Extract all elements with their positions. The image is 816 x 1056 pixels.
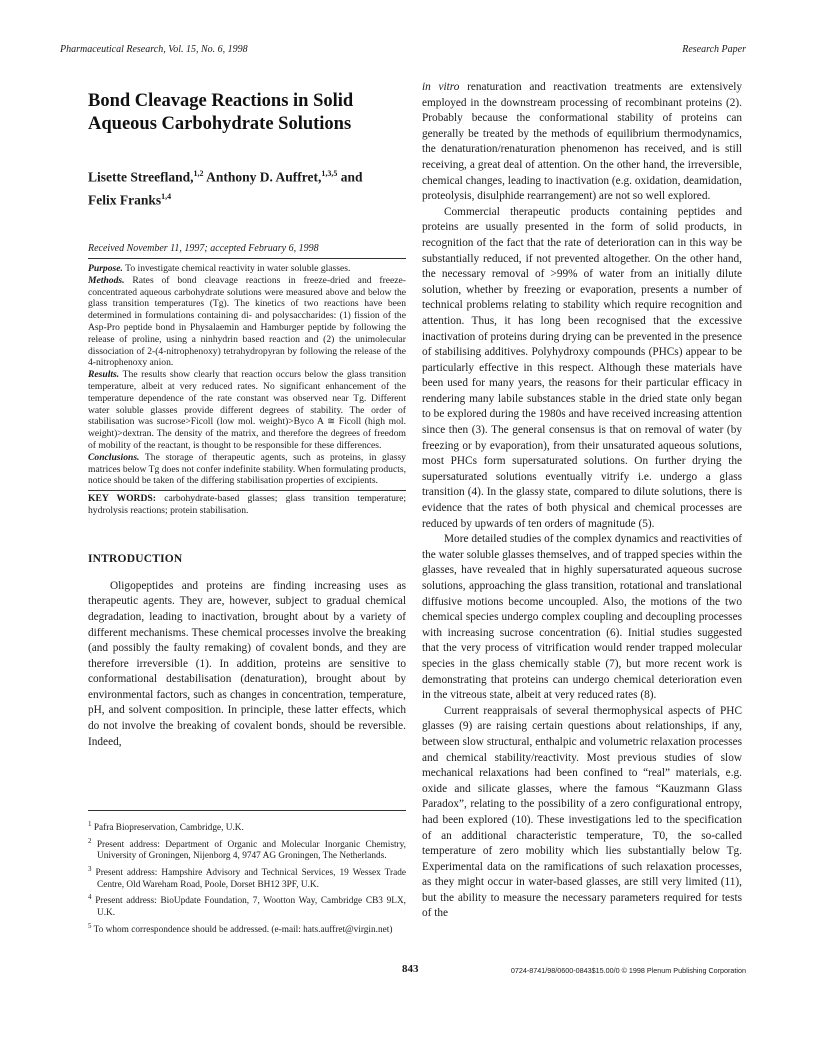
abstract-purpose — [88, 263, 406, 275]
footnote-marker: 3 — [88, 864, 92, 873]
keywords — [88, 493, 406, 517]
affiliation-marker: 1,3,5 — [321, 169, 338, 178]
abstract-methods — [88, 275, 406, 369]
author-name: Lisette Streefland, — [88, 169, 194, 185]
abstract-text: To investigate chemical reactivity in water soluble glasses. — [125, 263, 351, 274]
body-paragraph: More detailed studies of the complex dynamics and reactivities of the water soluble glasses themselves, and of trapped species within the glasses, have revealed that in highly supersaturated aqueous sucrose solutions, approaching the glass transition, rotational and translational diffusive motions become uncoupled. Also, the motions of the two chemical species undergo complex coupling and decoupling processes with increasing sucrose concentration (6). Initial studies suggested that the very process of vitrification would render trapped molecular species in the glass chemically stable (7), but more recent work is demonstrating that proteins can undergo chemical deterioration even in the vitreous state, albeit at very reduced rates (8). — [422, 533, 742, 702]
abstract-text: Rates of bond cleavage reactions in freeze-dried and freeze-concentrated aqueous carbohydrate solutions were measured above and below the glass transition temperatures (Tg). The kinetics of two reactions have been determined in formulations containing di- and polysaccharides: (1) fission of the Asp-Pro peptide bond in Physalaemin and Hamburger peptide by following the release of proline, using a ninhydrin based reaction and (2) the unimolecular dissociation of 2-(4-nitrophenoxy) tetrahydropyran by following the release of the 4-nitrophenoxy anion. — [88, 274, 406, 369]
affiliation-marker: 1,2 — [193, 169, 204, 178]
body-paragraph — [422, 80, 742, 205]
author-list — [88, 164, 406, 209]
footnote-marker: 5 — [88, 921, 92, 930]
footnote-text: Present address: BioUpdate Foundation, 7, Wootton Way, Cambridge CB3 9LX, U.K. — [95, 896, 406, 918]
keywords-label: KEY WORDS: — [88, 493, 156, 505]
footnote-text: Present address: Department of Organic and Molecular Inorganic Chemistry, University of Groningen, Nijenborg 4, 9747 AG Groningen, The Netherlands. — [96, 839, 406, 862]
copyright-line: 0724-8741/98/0600-0843$15.00/0 © 1998 Plenum Publishing Corporation — [510, 966, 746, 975]
author-conjunction: and — [340, 169, 363, 185]
right-column — [422, 80, 742, 922]
abstract-label: Results. — [88, 369, 120, 381]
left-column — [88, 90, 406, 750]
footnote — [88, 819, 406, 835]
paragraph-text: renaturation and reactivation treatments are extensively employed in the downstream processing of recombinant proteins (2). Probably because the conformational stability of proteins can generally be treated by the methods of equilibrium thermodynamics, the denaturation/renaturation phenomenon has received, and is still receiving, a great deal of attention. On the other hand, the irreversible, chemical changes, leading to inactivation (e.g. oxidation, deamidation, proteolysis, disulphide rearrangement) are not so well explored. — [422, 81, 742, 203]
abstract-conclusions — [88, 452, 406, 487]
abstract-label: Conclusions. — [88, 451, 140, 463]
page-number: 843 — [402, 963, 419, 975]
affiliation-marker: 1,4 — [161, 191, 172, 201]
footnote-text: Present address: Hampshire Advisory and Technical Services, 19 Wessex Trade Centre, Old Wareham Road, Poole, Dorset BH12 3PF, U.K. — [95, 868, 407, 890]
footnote — [88, 864, 406, 891]
body-paragraph: Oligopeptides and proteins are finding increasing uses as therapeutic agents. They are, however, subject to gradual chemical degradation, leading to inactivation, brought about by a variety of different mechanisms. These chemical processes involve the breaking (and possibly the faulty remaking) of covalent bonds, and they are therefore irreversible (1). In addition, proteins are sensitive to conformational destabilisation (denaturation), brought about by environmental factors, such as changes in concentration, temperature, pH, and solvent composition. In principle, these latter effects, which do not involve the breaking of covalent bonds, should be reversible. Indeed, — [88, 579, 406, 748]
abstract — [88, 263, 406, 491]
received-dates: Received November 11, 1997; accepted February 6, 1998 — [88, 243, 406, 259]
footnote-marker: 2 — [88, 836, 92, 845]
italic-term: in vitro — [422, 81, 460, 93]
author-name: Felix Franks — [88, 192, 162, 207]
footnote-marker: 1 — [88, 820, 92, 828]
running-header-journal: Pharmaceutical Research, Vol. 15, No. 6, 1998 — [60, 44, 248, 55]
footnote-marker: 4 — [88, 893, 92, 902]
footnote — [88, 921, 406, 937]
body-paragraph: Current reappraisals of several thermophysical aspects of PHC glasses (9) are raising certain questions about relationships, if any, between slow structural, enthalpic and volumetric relaxation processes and chemical stability/reactivity. Most previous studies of slow mechanical relaxations had been confined to “real” materials, e.g. oxide and silicate glasses, where the famous “Kauzmann Glass Paradox”, relating to the possibility of a zero configurational entropy, had been explored (10). These investigations led to the specification of an additional characteristic temperature, T0, the so-called temperature of zero mobility which lies substantially below Tg. Experimental data on the ramifications of such relaxation processes, as they might occur in water-based glasses, are still very limited (11), but the ability to measure the necessary parameters required for tests of the — [422, 704, 742, 920]
keywords-text: carbohydrate-based glasses; glass transition temperature; hydrolysis reactions; protein stabilisation. — [88, 493, 407, 516]
footnote — [88, 892, 406, 919]
abstract-results — [88, 369, 406, 452]
abstract-text: The results show clearly that reaction occurs below the glass transition temperature, albeit at very reduced rates. No significant enhancement of the temperature dependence of the rate constant was observed near Tg. Different water soluble glasses provide different degrees of stability. The order of stabilisation was sucrose>Ficoll (low mol. weight)>Byco A ≅ Ficoll (high mol. weight)>dextran. The density of the matrix, and therefore the degrees of freedom of mobility of the reactant, is thought to be responsible for these differences. — [88, 369, 406, 451]
author-name: Anthony D. Auffret, — [206, 169, 322, 185]
footnote-text: Pafra Biopreservation, Cambridge, U.K. — [93, 823, 244, 834]
footnote-text: To whom correspondence should be addressed. (e-mail: hats.auffret@virgin.net) — [93, 924, 393, 935]
section-heading: INTRODUCTION — [88, 552, 183, 565]
footnote — [88, 836, 406, 863]
article-title: Bond Cleavage Reactions in Solid Aqueous Carbohydrate Solutions — [88, 91, 354, 134]
abstract-label: Purpose. — [88, 263, 123, 274]
abstract-label: Methods. — [88, 274, 125, 286]
body-paragraph: Commercial therapeutic products containing peptides and proteins are usually presented in the form of solid products, in recognition of the fact that the rate of deterioration can in this way be substantially reduced, if not prevented altogether. On the other hand, the necessary removal of >99% of water from an initially dilute solution, whether by freezing or evaporation, presents a number of technical problems relating to stability which require recognition and attention. Thus, it has long been recognised that the excessive inactivation of proteins during drying can be prevented in the presence of stabilising additives. Polyhydroxy compounds (PHCs) appear to be particularly effective in this respect. Although these materials have been used for many years, the reasons for their particular efficacy in rendering many labile substances stable in the dried state only began to be explored during the 1980s and have received increasing attention since then (3). The general consensus is that on removal of water (by freezing or by evaporation), from their unsaturated aqueous solutions, most PHCs form supersaturated solutions. On further drying the supersaturated solutions eventually vitrify i.e. undergo a glass transition (4). In the glassy state, compared to dilute solutions, there is evidence that the rates of both physical and chemical processes are reduced by upwards of ten orders of magnitude (5). — [422, 205, 742, 530]
footnotes — [88, 810, 406, 937]
abstract-text: The storage of therapeutic agents, such as proteins, in glassy matrices below Tg does not confer indefinite stability. When formulating products, notice should be taken of the differing stabilisation properties of excipients. — [88, 451, 406, 487]
running-header-type: Research Paper — [682, 44, 746, 55]
